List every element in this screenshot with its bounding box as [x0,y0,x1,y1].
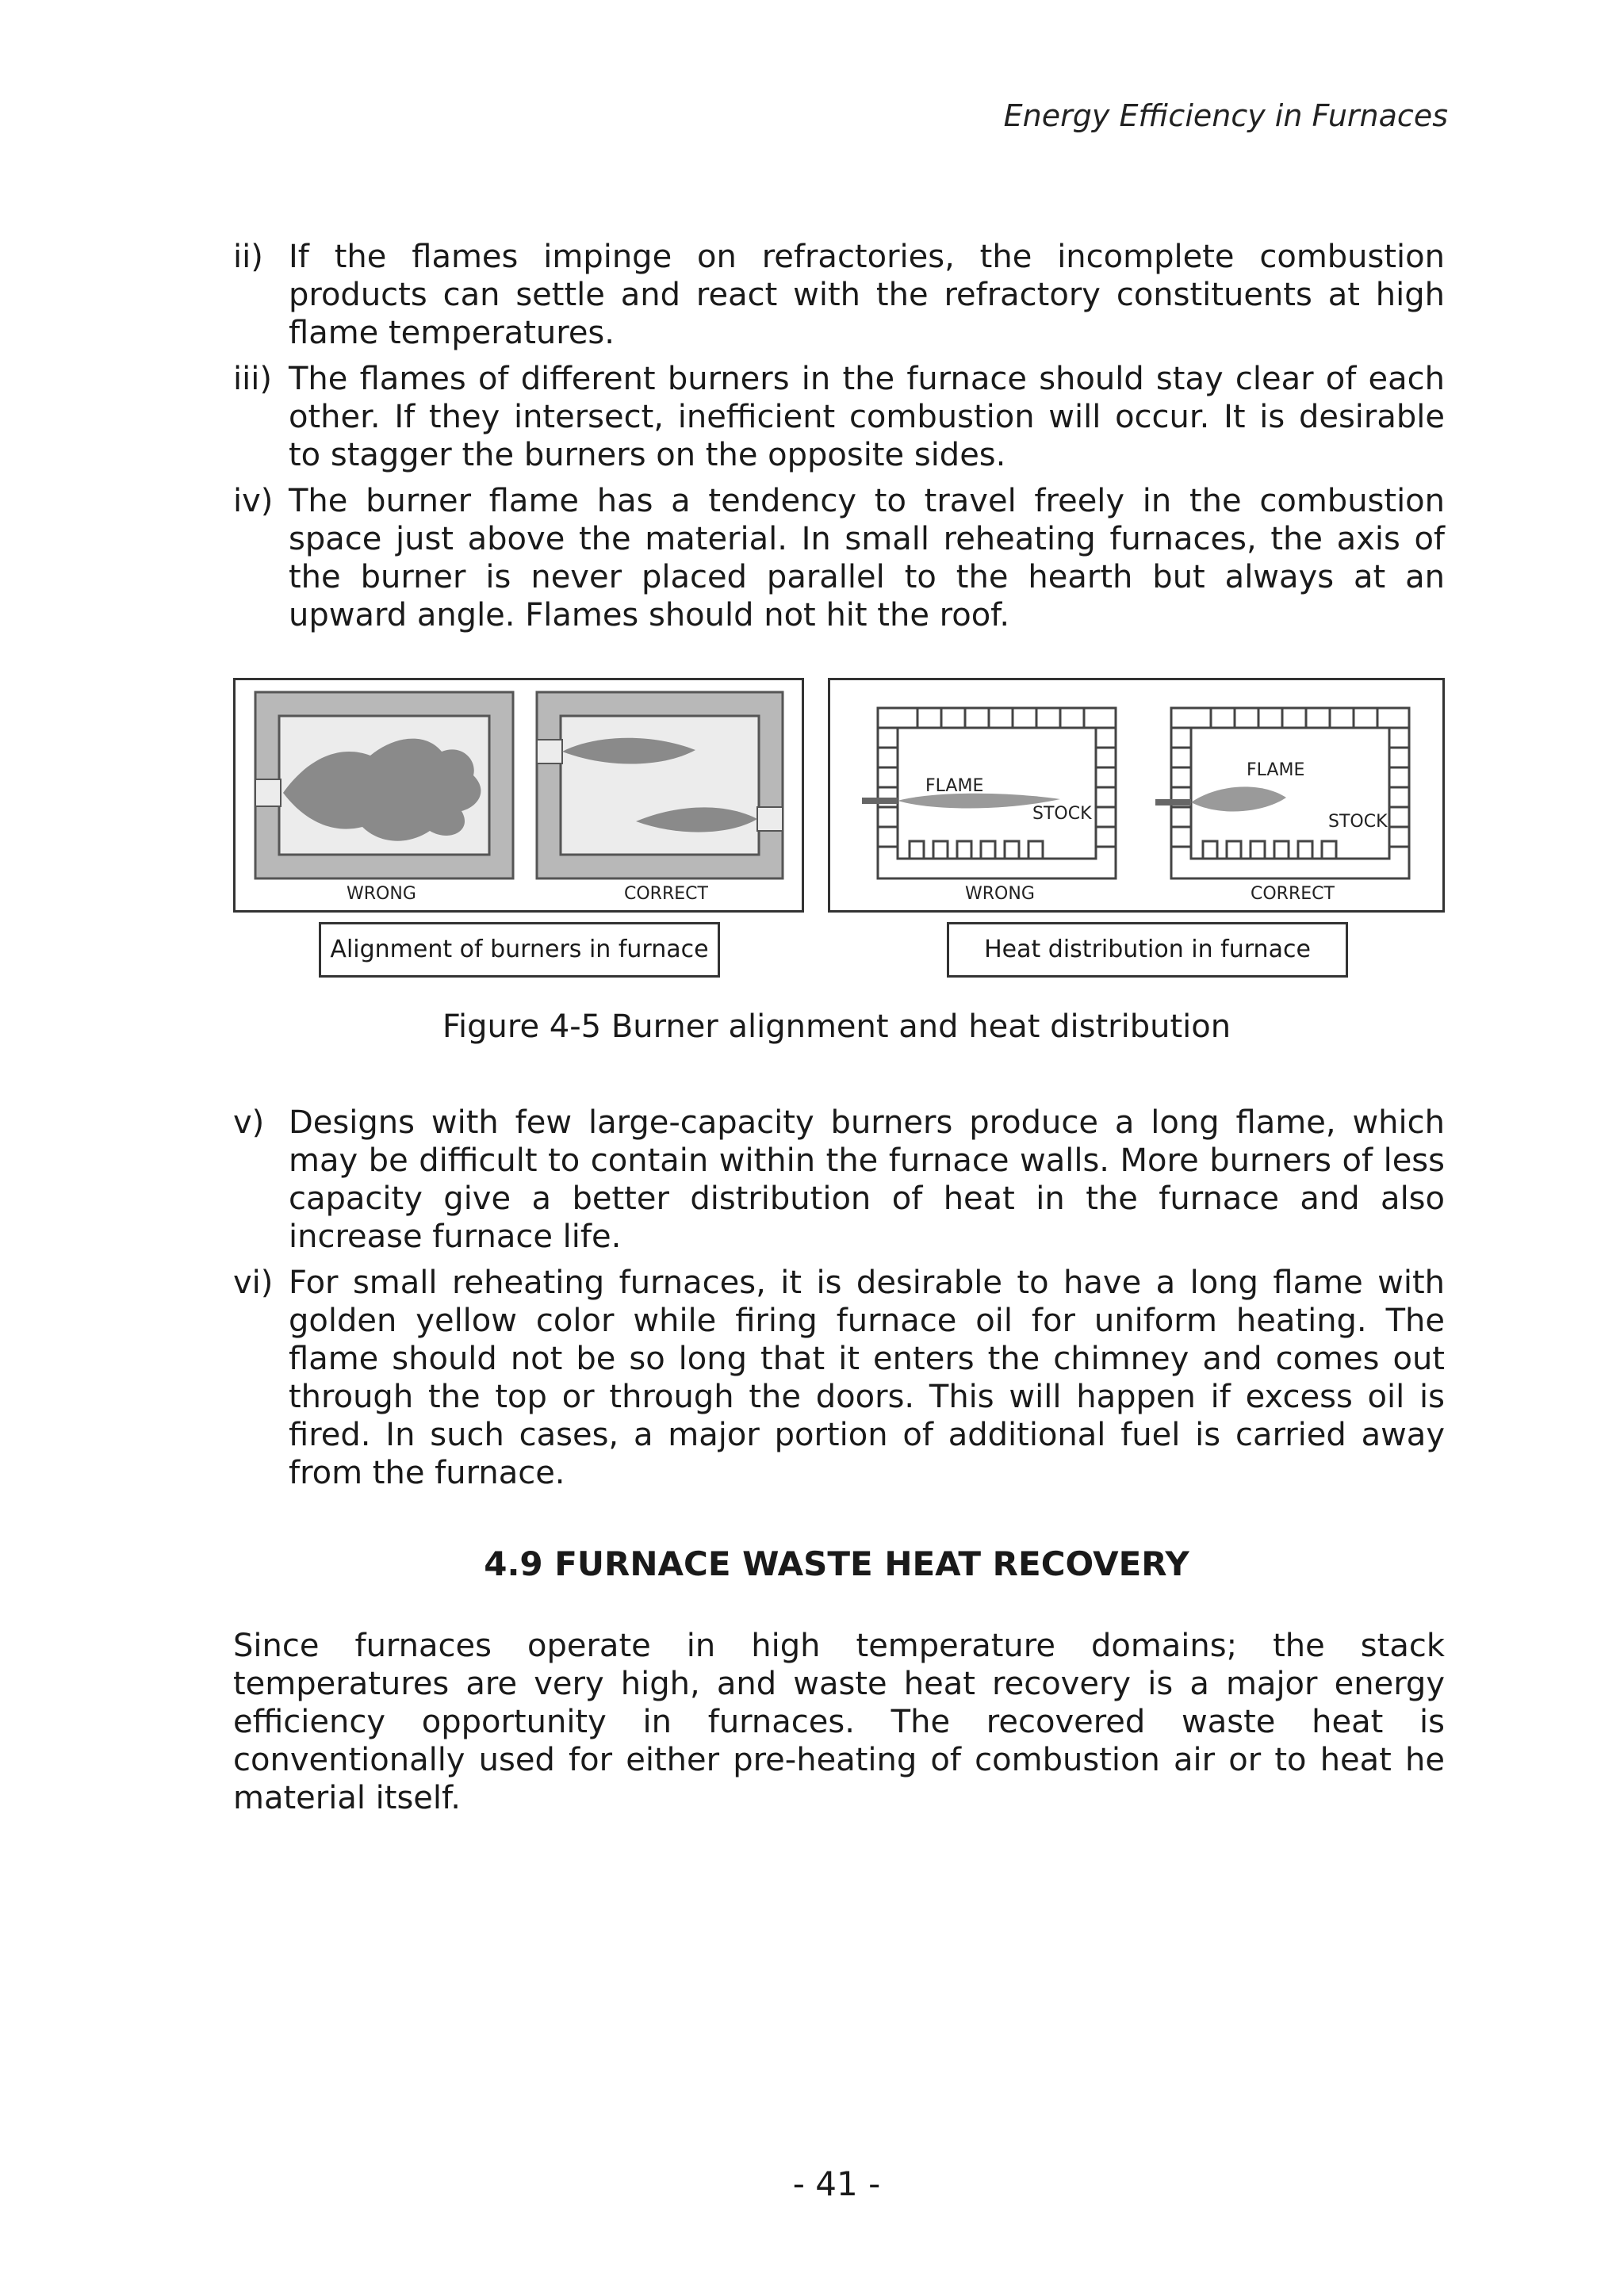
label-stock-wrong: STOCK [1032,804,1092,824]
burner-alignment-caption: Alignment of burners in furnace [319,922,720,978]
correct-heat-furnace [1171,708,1409,878]
list-item [233,1264,1445,1492]
section-heading: 4.9 FURNACE WASTE HEAT RECOVERY [484,1544,1189,1583]
list-item-number: vi) [233,1265,274,1301]
list-item-number: iii) [233,361,272,397]
heat-distribution-diagram [830,680,1438,905]
label-stock-correct: STOCK [1328,812,1388,832]
label-correct: CORRECT [1251,884,1335,904]
list-item-text: Designs with few large-capacity burners produce a long flame, which may be difficult to contain within the furnace walls. More burners of less capacity give a better distribution of heat in the furnace and also increase furnace life. [289,1104,1445,1255]
list-item-text: The burner flame has a tendency to travel freely in the combustion space just above the material. In small reheating furnaces, the axis of the burner is never placed parallel to the hearth but always at an upward angle. Flames should not hit the roof. [289,483,1445,633]
figure-4-5 [233,678,1445,979]
numbered-list-top [233,238,1445,642]
correct-alignment-furnace [537,692,783,878]
running-header: Energy Efficiency in Furnaces [1003,98,1448,133]
section-paragraph: Since furnaces operate in high temperature domains; the stack temperatures are very high, and waste heat recovery is a major energy efficiency opportunity in furnaces. The recovered waste heat is conventionally used for either pre-heating of combustion air or to heat he material itself. [233,1628,1445,1816]
list-item [233,238,1445,352]
wrong-heat-furnace [878,708,1116,878]
burner-alignment-diagram [236,680,797,905]
burner-nozzle-wrong [862,798,898,804]
list-item [233,360,1445,474]
list-item [233,482,1445,634]
burner-alignment-panel [233,678,804,913]
label-correct: CORRECT [624,884,708,904]
burner-nozzle-correct [1155,799,1191,806]
flame-short-shape [1191,786,1286,811]
list-item-text: For small reheating furnaces, it is desirable to have a long flame with golden yellow color while firing furnace oil for uniform heating. The flame should not be so long that it enters the chimney and comes out through the top or through the doors. This will happen if excess oil is fired. In such cases, a major portion of additional fuel is carried away from the furnace. [289,1265,1445,1491]
list-item [233,1104,1445,1256]
page-number: - 41 - [792,2164,881,2203]
label-wrong: WRONG [347,884,416,904]
list-item-number: v) [233,1104,265,1141]
heat-distribution-caption: Heat distribution in furnace [947,922,1348,978]
label-wrong: WRONG [965,884,1035,904]
figure-caption: Figure 4-5 Burner alignment and heat distribution [442,1008,1231,1045]
label-flame-correct: FLAME [1247,760,1305,780]
wrong-alignment-furnace [255,692,513,878]
list-item-number: ii) [233,239,263,275]
heat-distribution-panel [828,678,1445,913]
list-item-text: If the flames impinge on refractories, the incomplete combustion products can settle and react with the refractory constituents at high flame temperatures. [289,239,1445,351]
numbered-list-bottom [233,1104,1445,1500]
label-flame-wrong: FLAME [925,776,984,796]
list-item-number: iv) [233,483,274,519]
list-item-text: The flames of different burners in the furnace should stay clear of each other. If they intersect, inefficient combustion will occur. It is desirable to stagger the burners on the opposite sides. [289,361,1445,473]
